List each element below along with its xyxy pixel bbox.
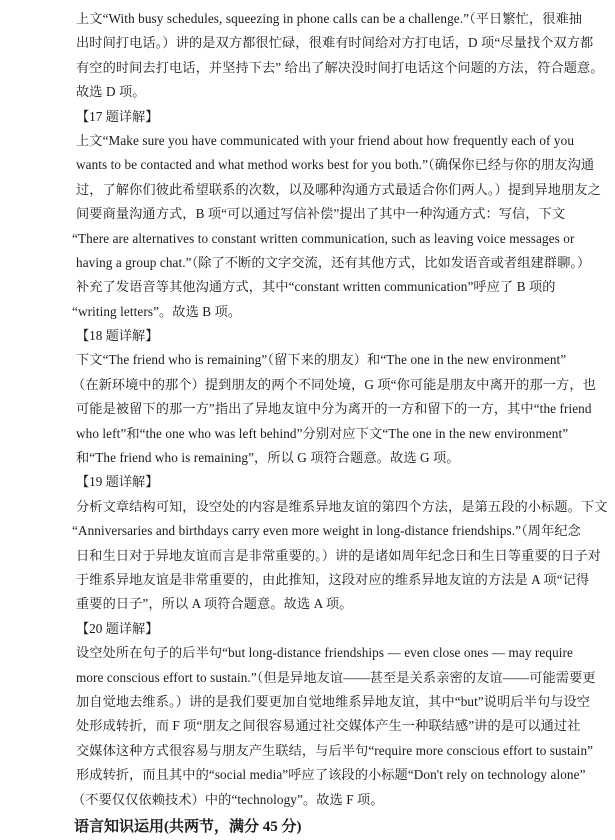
q20-explanation: [72, 641, 596, 812]
section-title: 语言知识运用(共两节，满分 45 分): [74, 818, 302, 835]
document-page: [72, 7, 608, 840]
text-line: 有空的时间去打电话，并坚持下去” 给出了解决没时间打电话这个问题的方法，符合题意。: [76, 59, 604, 75]
text-line: 和“The friend who is remaining”，所以 G 项符合题意。故选 G 项。: [76, 450, 460, 466]
text-line: 形成转折，而且其中的“social media”呼应了该段的小标题“Don't rely on technology alone”: [76, 767, 586, 783]
text-line: 加自觉地去维系。）讲的是我们要更加自觉地维系异地友谊，其中“but”说明后半句与设空: [76, 693, 591, 709]
q16-explanation: [76, 7, 604, 105]
text-line: “Anniversaries and birthdays carry even more weight in long-distance friendships.”（周年纪念: [72, 523, 581, 539]
text-line: 于维系异地友谊是非常重要的，由此推知，这段对应的维系异地友谊的方法是 A 项“记得: [76, 571, 590, 587]
text-line: who left”和“the one who was left behind”分别对应下文“The one in the new environment”: [76, 425, 569, 441]
text-line: 分析文章结构可知，设空处的内容是维系异地友谊的第四个方法，是第五段的小标题。下文: [76, 498, 608, 514]
text-line: 上文“With busy schedules, squeezing in phone calls can be a challenge.”（平日繁忙，很难抽: [76, 11, 583, 26]
q17-explanation: [72, 129, 601, 324]
text-line: （在新环境中的那个）提到朋友的两个不同处境，G 项“你可能是朋友中离开的那一方，也: [72, 376, 596, 392]
q18-explanation: [72, 348, 596, 470]
text-line: wants to be contacted and what method works best for you both.”（确保你已经与你的朋友沟通: [76, 157, 595, 173]
text-line: “writing letters”。故选 B 项。: [72, 303, 242, 319]
q19-explanation: [72, 495, 608, 617]
q19-heading: 【19 题详解】: [76, 474, 159, 490]
text-line: 补充了发语音等其他沟通方式，其中“constant written communication”呼应了 B 项的: [76, 279, 556, 295]
text-line: 故选 D 项。: [76, 84, 146, 100]
text-line: （不要仅仅依赖技术）中的“technology”。故选 F 项。: [72, 791, 384, 807]
q20-heading: 【20 题详解】: [76, 620, 159, 636]
q18-heading: 【18 题详解】: [76, 328, 159, 344]
q17-heading: 【17 题详解】: [76, 108, 159, 124]
text-line: 重要的日子”，所以 A 项符合题意。故选 A 项。: [76, 596, 353, 612]
text-line: 日和生日对于异地友谊而言是非常重要的。）讲的是诸如周年纪念日和生日等重要的日子对: [76, 547, 601, 563]
text-line: 设空处所在句子的后半句“but long-distance friendships — even close ones — may require: [76, 645, 573, 661]
text-line: “There are alternatives to constant written communication, such as leaving voice messages or: [72, 230, 575, 246]
text-line: 交媒体这种方式很容易与朋友产生联结，与后半句“require more conscious effort to sustain”: [76, 742, 594, 758]
text-line: 出时间打电话。）讲的是双方都很忙碌，很难有时间给对方打电话，D 项“尽量找个双方都: [76, 35, 594, 51]
text-line: 下文“The friend who is remaining”（留下来的朋友）和“The one in the new environment”: [76, 352, 567, 368]
text-line: more conscious effort to sustain.”（但是异地友谊——甚至是关系亲密的友谊——可能需要更: [76, 669, 596, 685]
text-line: 可能是被留下的那一方”指出了异地友谊中分为离开的一方和留下的一方，其中“the friend: [76, 401, 592, 417]
text-line: 间要商量沟通方式，B 项“可以通过写信补偿”提出了其中一种沟通方式：写信，下文: [76, 206, 566, 222]
text-line: 处形成转折，而 F 项“朋友之间很容易通过社交媒体产生一种联结感”讲的是可以通过社: [76, 718, 581, 734]
text-line: having a group chat.”（除了不断的文字交流，还有其他方式，比如发语音或者组建群聊。）: [76, 254, 591, 270]
text-line: 上文“Make sure you have communicated with your friend about how frequently each of you: [76, 132, 575, 148]
text-line: 过，了解你们彼此希望联系的次数，以及哪种沟通方式最适合你们两人。）提到异地朋友之: [76, 181, 601, 197]
